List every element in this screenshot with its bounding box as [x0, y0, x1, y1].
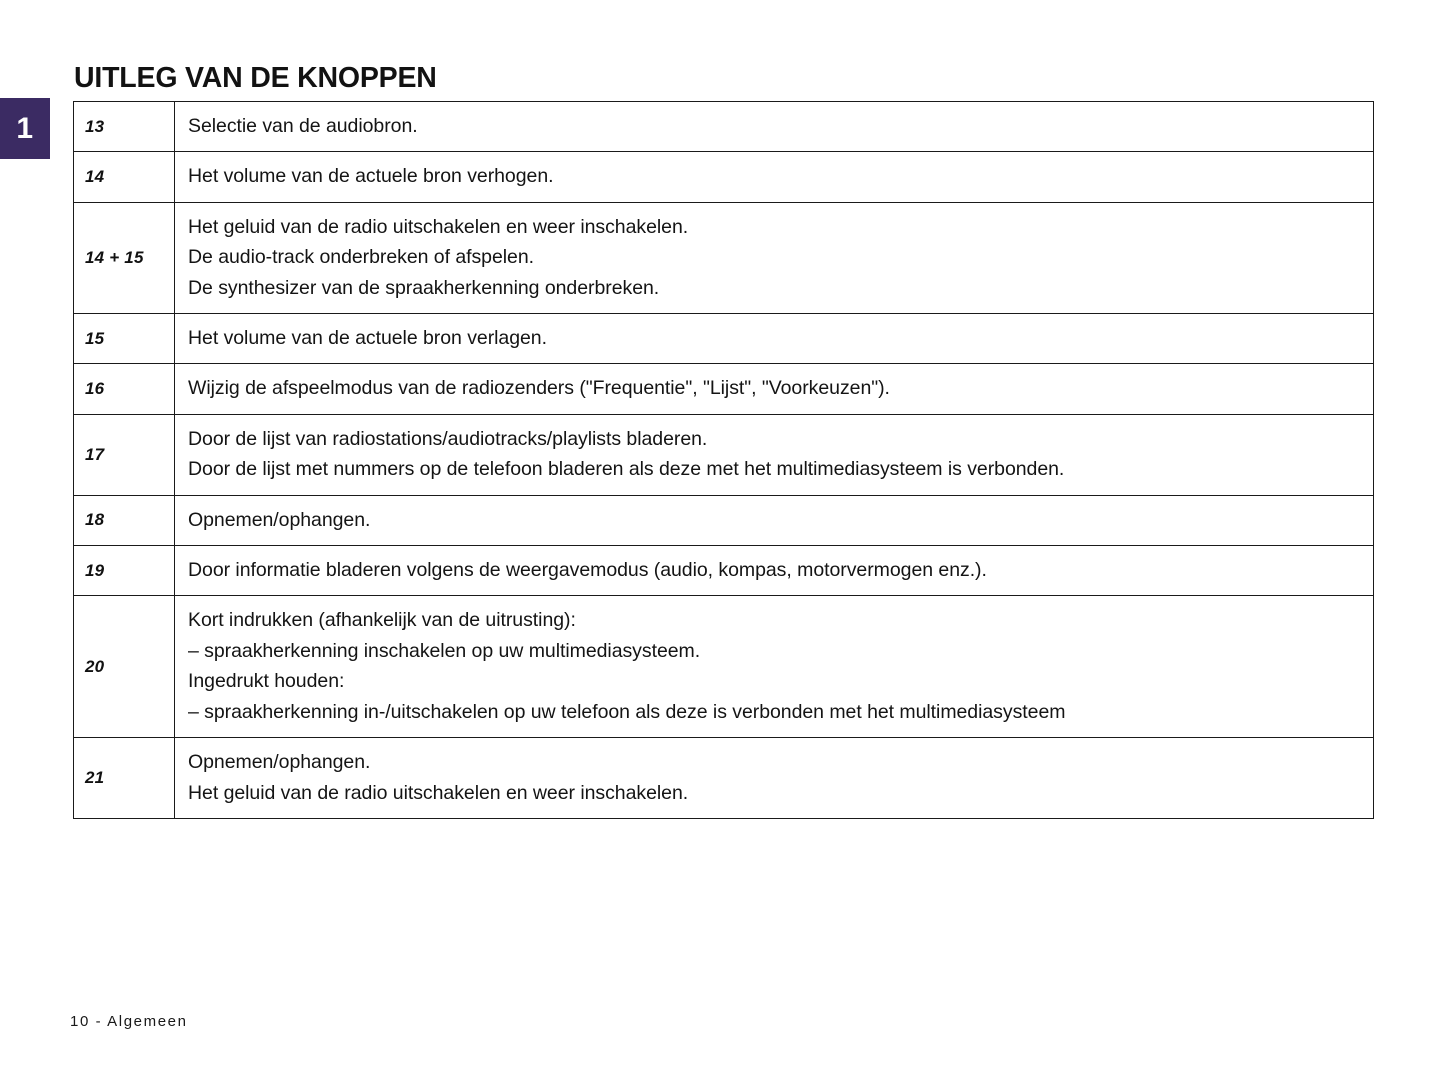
page-title: UITLEG VAN DE KNOPPEN [74, 62, 437, 95]
table-row [74, 102, 1374, 152]
row-number-cell: 17 [74, 414, 175, 495]
row-number-cell: 15 [74, 314, 175, 364]
description-line-bullet: – spraakherkenning in-/uitschakelen op uw telefoon als deze is verbonden met het multimediasysteem [188, 700, 1066, 723]
table-row [74, 364, 1374, 414]
row-description-cell [175, 738, 1374, 819]
row-description-cell [175, 364, 1374, 414]
row-number-cell: 20 [74, 596, 175, 738]
row-number-cell: 21 [74, 738, 175, 819]
description-line: Het geluid van de radio uitschakelen en weer inschakelen. [188, 781, 689, 804]
row-description-cell [175, 495, 1374, 545]
description-line: Opnemen/ophangen. [188, 508, 371, 531]
table-body [74, 102, 1374, 819]
button-explanation-table [73, 101, 1374, 819]
description-line: Het volume van de actuele bron verhogen. [188, 165, 554, 188]
row-number-cell: 18 [74, 495, 175, 545]
description-line: Door de lijst met nummers op de telefoon bladeren als deze met het multimediasysteem is verbonden. [188, 458, 1065, 481]
row-number-cell: 13 [74, 102, 175, 152]
table-row [74, 546, 1374, 596]
row-description-cell [175, 102, 1374, 152]
description-line: De audio-track onderbreken of afspelen. [188, 246, 535, 269]
row-number-cell: 14 [74, 152, 175, 202]
page-footer: 10 - Algemeen [70, 1013, 188, 1030]
description-line: De synthesizer van de spraakherkenning onderbreken. [188, 276, 660, 299]
description-line: Het geluid van de radio uitschakelen en weer inschakelen. [188, 215, 689, 238]
table-row [74, 152, 1374, 202]
row-description-cell [175, 152, 1374, 202]
description-line: Wijzig de afspeelmodus van de radiozenders ("Frequentie", "Lijst", "Voorkeuzen"). [188, 377, 890, 400]
table-row [74, 202, 1374, 313]
description-line-bullet: – spraakherkenning inschakelen op uw multimediasysteem. [188, 639, 701, 662]
row-description-cell [175, 596, 1374, 738]
row-number-cell: 14 + 15 [74, 202, 175, 313]
description-line: Opnemen/ophangen. [188, 751, 371, 774]
description-line: Ingedrukt houden: [188, 670, 345, 693]
row-description-cell [175, 414, 1374, 495]
table-row [74, 314, 1374, 364]
row-description-cell [175, 202, 1374, 313]
table-row [74, 596, 1374, 738]
row-description-cell [175, 314, 1374, 364]
description-line: Het volume van de actuele bron verlagen. [188, 327, 547, 350]
chapter-tab [0, 98, 50, 159]
table-row [74, 414, 1374, 495]
table-row [74, 738, 1374, 819]
table-row [74, 495, 1374, 545]
description-line: Door de lijst van radiostations/audiotracks/playlists bladeren. [188, 427, 708, 450]
chapter-number: 1 [16, 111, 34, 145]
row-description-cell [175, 546, 1374, 596]
description-line: Kort indrukken (afhankelijk van de uitrusting): [188, 609, 576, 632]
row-number-cell: 19 [74, 546, 175, 596]
description-line: Selectie van de audiobron. [188, 115, 418, 137]
row-number-cell: 16 [74, 364, 175, 414]
description-line: Door informatie bladeren volgens de weergavemodus (audio, kompas, motorvermogen enz.). [188, 559, 987, 582]
